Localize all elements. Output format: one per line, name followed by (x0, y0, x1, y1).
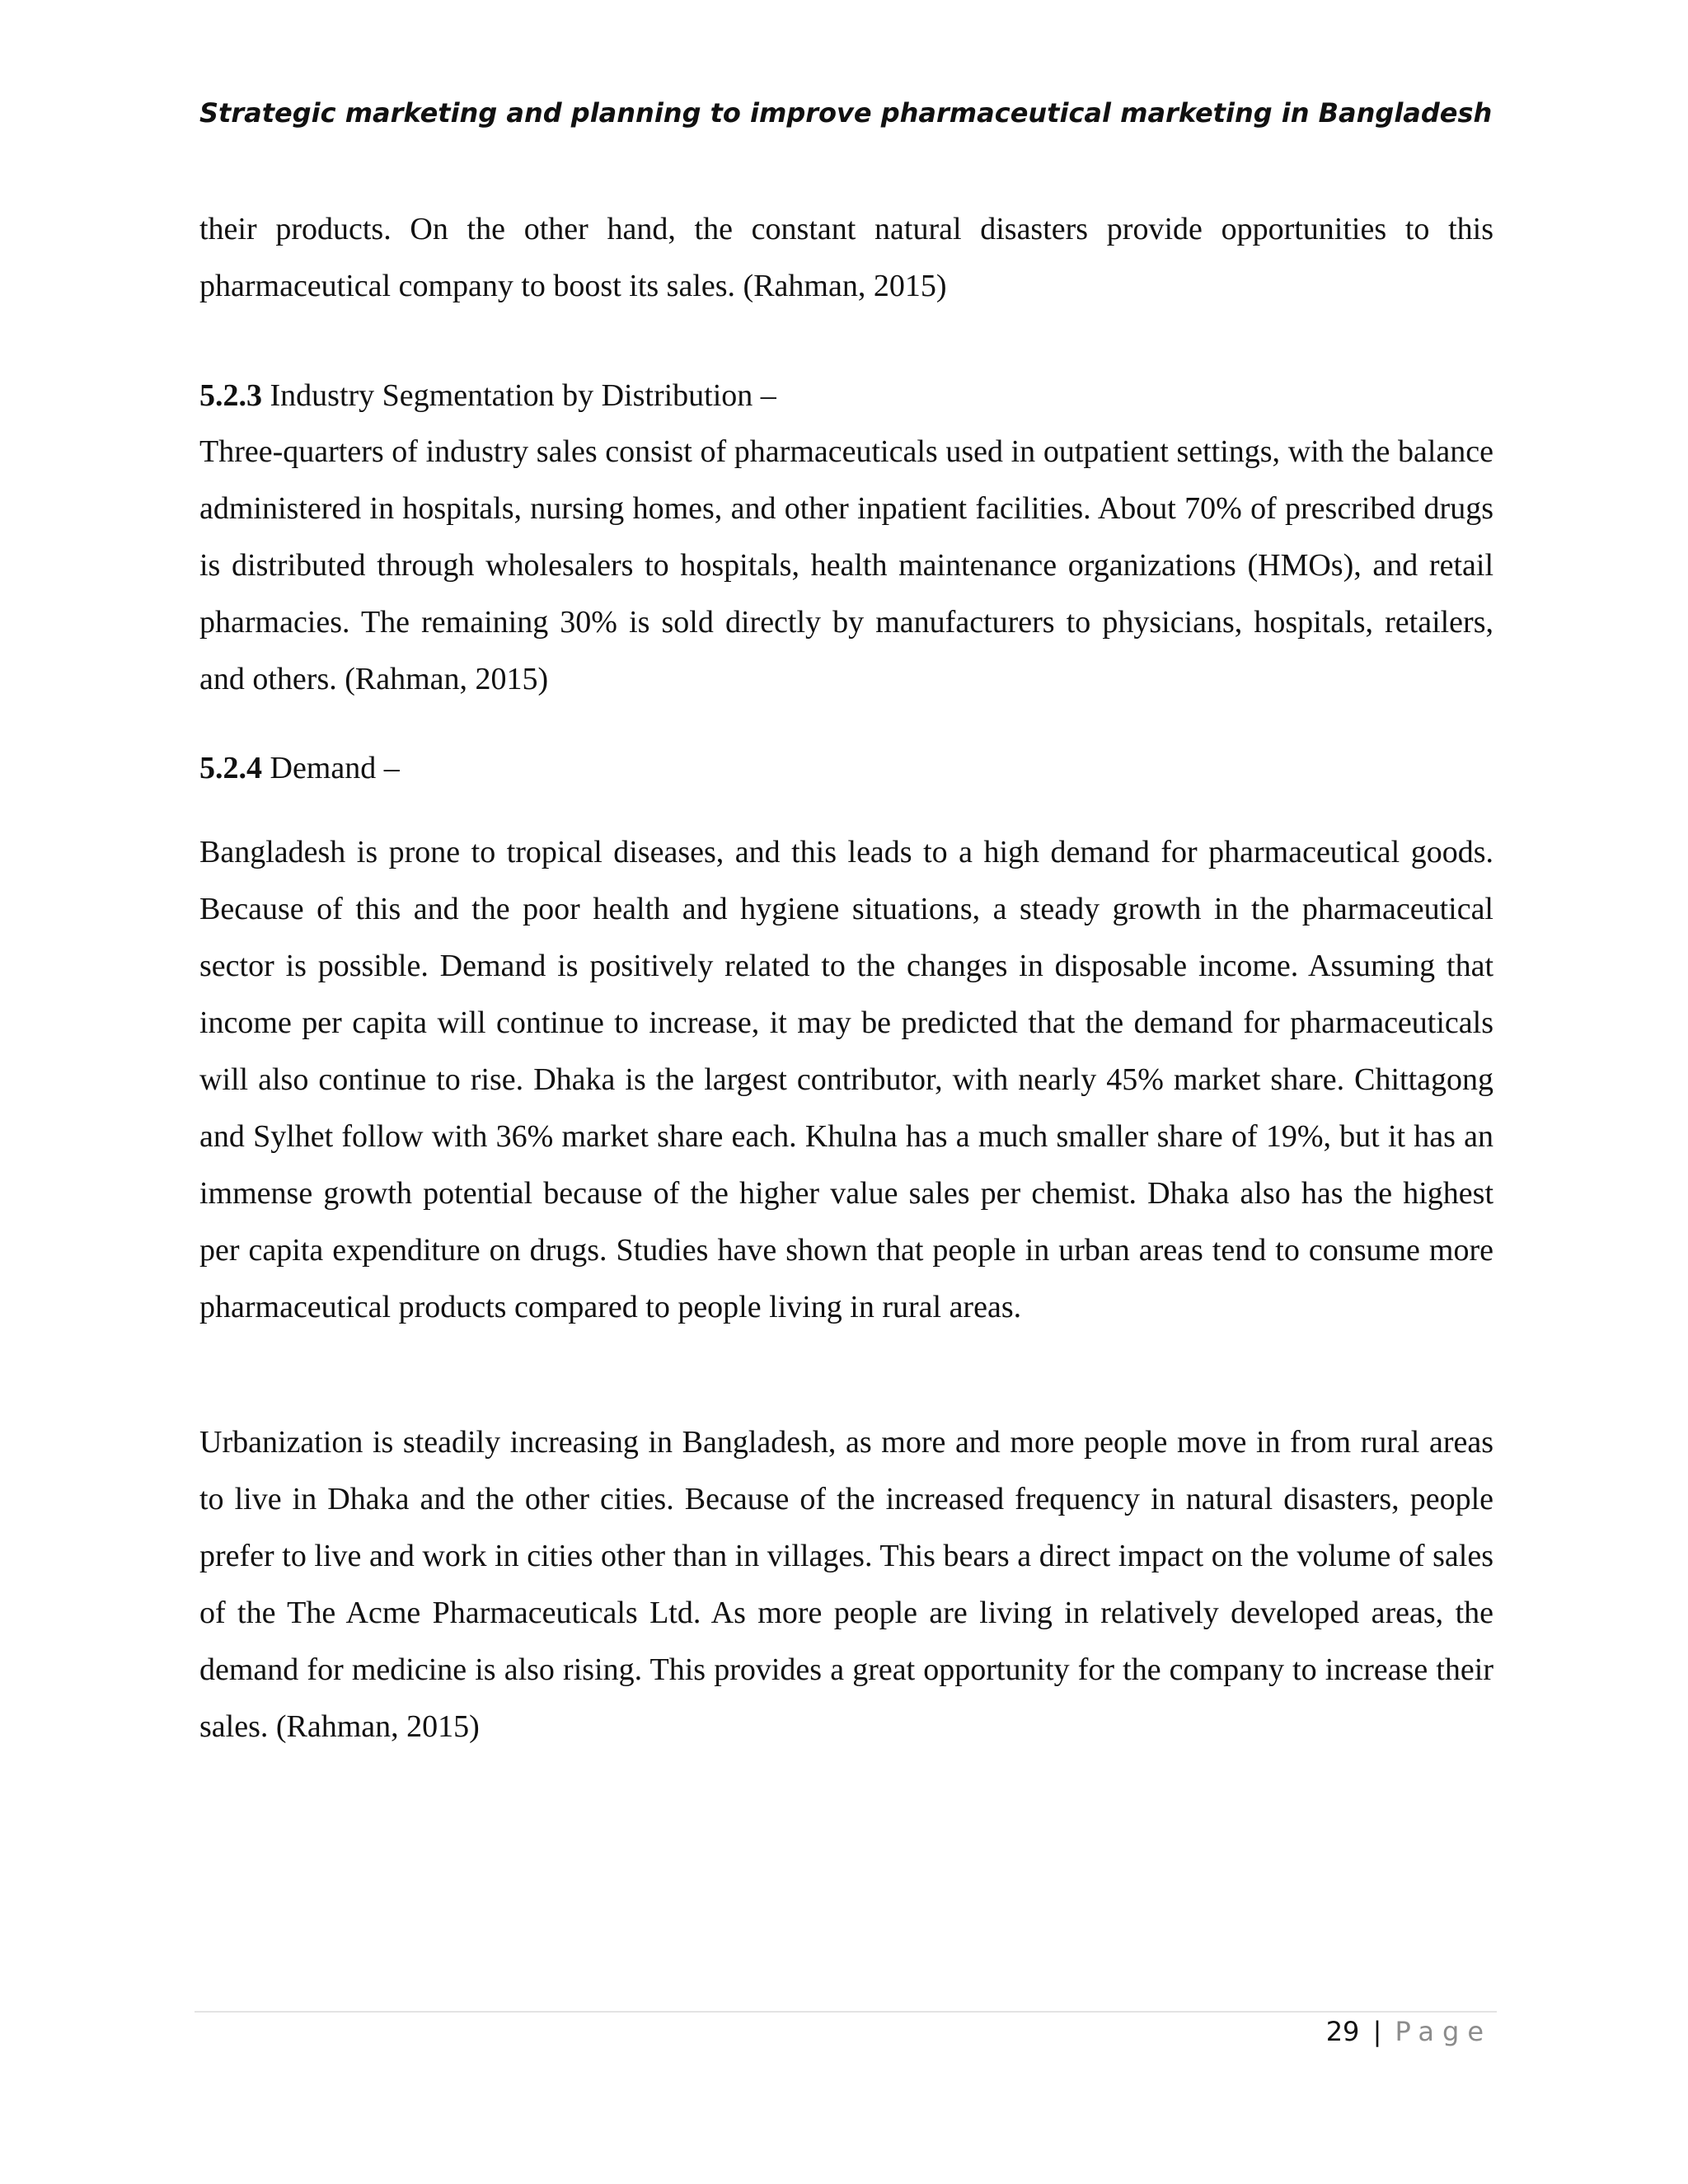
intro-paragraph: their products. On the other hand, the constant natural disasters provide opportunities to this pharmaceutical company to boost its sales. (Rahman, 2015) (199, 212, 1493, 303)
demand-paragraph-1: Bangladesh is prone to tropical diseases, and this leads to a high demand for pharmaceutical goods. Because of this and the poor health and hygiene situations, a steady growth in the pharmaceutical sector is possible. Demand is positively related to the changes in disposable income. Assuming that income per capita will continue to increase, it may be predicted that the demand for pharmaceuticals will also continue to rise. Dhaka is the largest contributor, with nearly 45% market share. Chittagong and Sylhet follow with 36% market share each. Khulna has a much smaller share of 19%, but it has an immense growth potential because of the higher value sales per chemist. Dhaka also has the highest per capita expenditure on drugs. Studies have shown that people in urban areas tend to consume more pharmaceutical products compared to people living in rural areas. (199, 835, 1493, 1324)
section-number: 5.2.4 (199, 751, 262, 785)
section-heading-5-2-4 (199, 740, 400, 797)
section-title: Industry Segmentation by Distribution – (270, 378, 776, 413)
section-title: Demand – (270, 751, 400, 785)
footer-divider (195, 2011, 1497, 2013)
demand-paragraph-2: Urbanization is steadily increasing in Bangladesh, as more and more people move in from rural areas to live in Dhaka and the other cities. Because of the increased frequency in natural disasters, people prefer to live and work in cities other than in villages. This bears a direct impact on the volume of sales of the The Acme Pharmaceuticals Ltd. As more people are living in relatively developed areas, the demand for medicine is also rising. This provides a great opportunity for the company to increase their sales. (Rahman, 2015) (199, 1425, 1493, 1744)
section-heading-5-2-3 (199, 368, 776, 424)
page-label: Page (1395, 2016, 1492, 2047)
distribution-paragraph: Three-quarters of industry sales consist of pharmaceuticals used in outpatient settings, with the balance administered in hospitals, nursing homes, and other inpatient facilities. About 70% of prescribed drugs is distributed through wholesalers to hospitals, health maintenance organizations (HMOs), and retail pharmacies. The remaining 30% is sold directly by manufacturers to physicians, hospitals, retailers, and others. (Rahman, 2015) (199, 434, 1493, 696)
section-number: 5.2.3 (199, 378, 262, 413)
footer-separator: | (1372, 2016, 1382, 2047)
page-footer (1326, 2016, 1492, 2047)
running-header-title: Strategic marketing and planning to improve pharmaceutical marketing in Bangladesh (199, 97, 1493, 129)
page-number: 29 (1325, 2016, 1360, 2047)
